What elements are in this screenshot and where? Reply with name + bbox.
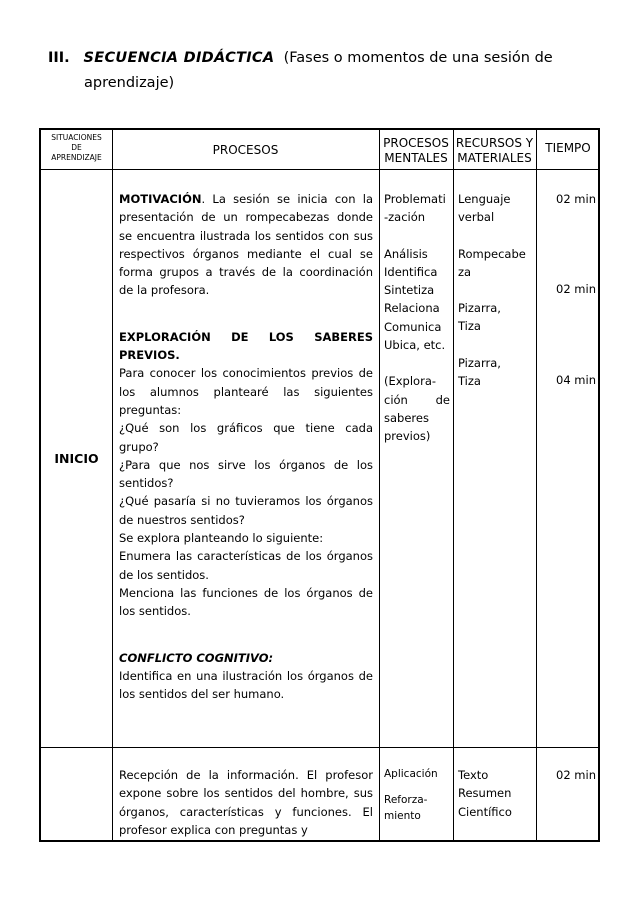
exploracion-line: Se explora planteando lo siguiente: (119, 531, 324, 546)
motivacion-paragraph (119, 190, 373, 300)
exploracion-line: ¿Qué pasaría si no tuvieramos los órganos de nuestros sentidos? (119, 494, 373, 527)
section-subtitle-line1: (Fases o momentos de una sesión de (283, 50, 553, 66)
tiempo-motivacion: 02 min (556, 192, 596, 206)
motivacion-text: . La sesión se inicia con la presentación de un rompecabezas donde se encuentra ilustrada los sentidos con sus respectivos órganos mediante el cual se forma grupos a través de la coordinación de la profesora. (119, 192, 373, 298)
exploracion-line: Menciona las funciones de los órganos de los sentidos. (119, 585, 373, 619)
conflicto-text: Identifica en una ilustración los órganos de los sentidos del ser humano. (119, 668, 373, 702)
exploracion-line: ¿Qué son los gráficos que tiene cada grupo? (119, 421, 373, 454)
situacion-inicio: INICIO (54, 451, 99, 466)
procesos-mentales-inicio: Problemati -zación Análisis Identifica Sintetiza Relaciona Comunica Ubica, etc. (Explora- ción de saberes previos) (384, 192, 450, 444)
section-subtitle-line2: aprendizaje) (84, 75, 175, 91)
procesos-mentales-segunda-fila: Aplicación Reforza- miento (384, 768, 438, 822)
column-divider (379, 130, 380, 840)
conflicto-title: CONFLICTO COGNITIVO: (119, 650, 274, 665)
header-tiempo: TIEMPO (545, 141, 591, 155)
recepcion-text: Recepción de la información. El profesor expone sobre los sentidos del hombre, sus órganos, características y funciones. El profesor explica con preguntas y (119, 768, 373, 837)
tiempo-exploracion: 02 min (556, 282, 596, 296)
motivacion-title: MOTIVACIÓN (119, 192, 202, 206)
row-divider (41, 747, 598, 748)
header-situaciones: SITUACIONES DE APRENDIZAJE (51, 133, 102, 162)
exploracion-title: EXPLORACIÓN DE LOS SABERES PREVIOS. (119, 329, 373, 363)
section-title: SECUENCIA DIDÁCTICA (83, 50, 275, 66)
exploracion-line: Para conocer los conocimientos previos de los alumnos plantearé las siguientes preguntas: (119, 366, 373, 417)
procesos-segunda-fila (119, 766, 373, 839)
header-procesos-mentales: PROCESOS MENTALES (383, 136, 449, 165)
procesos-inicio (119, 190, 373, 703)
column-divider (112, 130, 113, 840)
recursos-inicio: Lenguaje verbal Rompecabe za Pizarra, Tiza Pizarra, Tiza (458, 192, 526, 389)
recursos-segunda-fila: Texto Resumen Científico (458, 768, 512, 819)
exploracion-line: Enumera las características de los órganos de los sentidos. (119, 549, 373, 582)
column-divider (453, 130, 454, 840)
row-divider (41, 169, 598, 170)
section-heading (48, 46, 598, 96)
header-recursos: RECURSOS Y MATERIALES (455, 136, 534, 165)
header-procesos: PROCESOS (212, 143, 279, 157)
tiempo-conflicto: 04 min (556, 373, 596, 387)
section-number: III. (48, 50, 70, 66)
column-divider (536, 130, 537, 840)
tiempo-segunda-fila: 02 min (556, 768, 596, 782)
exploracion-line: ¿Para que nos sirve los órganos de los sentidos? (119, 457, 373, 491)
didactic-sequence-table (39, 128, 600, 842)
